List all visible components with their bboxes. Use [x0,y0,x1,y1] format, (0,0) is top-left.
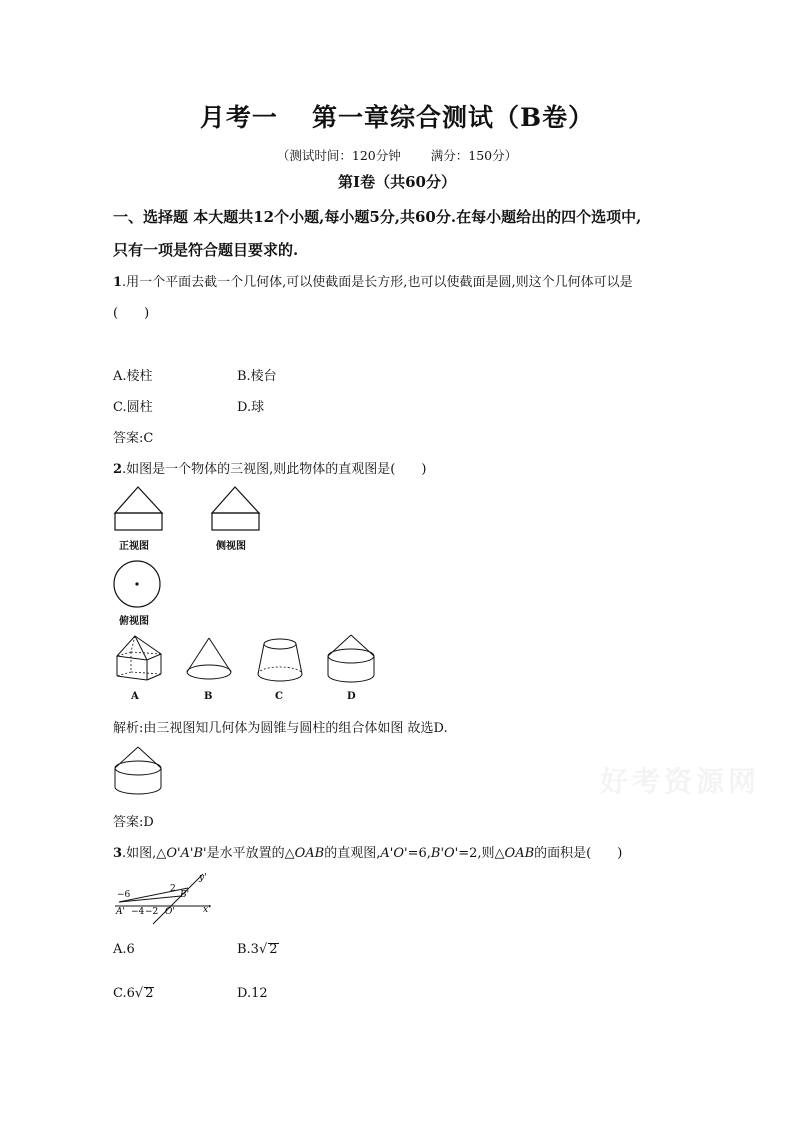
q3-stem [113,842,622,861]
q3-stem-part: =2,则△ [458,846,505,861]
front-view-figure [114,486,164,532]
q2-stem-text: .如图是一个物体的三视图,则此物体的直观图是( ) [122,462,427,477]
fig-label-o-prime: O' [165,907,175,917]
q3-option-c-radicand: 2 [145,986,154,1001]
q1-number: 1 [113,275,123,290]
q3-stem-italic: B'O' [430,846,459,861]
section-instructions-line2: 只有一项是符合题目要求的. [113,241,299,259]
q3-option-b-radicand: 2 [269,942,278,957]
q2-stem [113,458,426,477]
q3-stem-part: 的直观图, [324,846,381,861]
front-view-label: 正视图 [119,541,149,552]
q3-option-c-text: C.6 [113,986,135,1001]
q3-stem-italic: OAB [294,846,325,861]
q1-paren: ( ) [113,306,150,321]
q3-oblique-figure [113,868,217,926]
watermark: 好考资源网 [600,765,761,798]
page-title [0,98,794,134]
fig-label-y-prime: y' [199,873,207,883]
fig-label-x-prime: x' [203,905,211,915]
title-chapter: 第一章综合测试（B卷） [311,103,595,132]
q2-number: 2 [113,462,123,477]
fig-label-neg2: −2 [145,907,159,917]
exam-score: 满分：150分） [430,148,518,163]
side-view-figure [211,486,261,532]
q3-option-c: C.6√ 2 [113,986,154,1001]
q3-option-d: D.12 [237,986,268,1001]
q3-stem-part: 是水平放置的△ [206,846,295,861]
choice-b-label: B [204,691,213,702]
q1-option-a: A.棱柱 [113,369,153,384]
choice-b-figure [185,636,233,684]
q1-stem-text: .用一个平面去截一个几何体,可以使截面是长方形,也可以使截面是圆,则这个几何体可以是 [122,275,633,290]
choice-a-figure [113,634,165,684]
q3-option-a: A.6 [113,942,135,957]
exam-time: （测试时间：120分钟 [276,148,401,163]
q2-analysis: 解析:由三视图知几何体为圆锥与圆柱的组合体如图 故选D. [113,721,448,736]
fig-label-a-prime: A' [116,907,125,917]
q3-number: 3 [113,846,123,861]
exam-info [0,146,794,164]
q3-stem-part: =6, [407,846,431,861]
q3-option-b: B.3√ 2 [237,942,278,957]
top-view-figure [113,560,163,610]
fig-label-neg6: −6 [117,890,131,900]
q3-stem-part: .如图,△ [122,846,167,861]
part-heading: 第Ⅰ卷（共60分） [338,173,456,191]
q1-option-c: C.圆柱 [113,400,153,415]
choice-c-figure [256,636,304,686]
q1-option-d: D.球 [237,400,265,415]
q2-answer: 答案:D [113,815,154,830]
side-view-label: 侧视图 [216,541,246,552]
q1-option-b: B.棱台 [237,369,277,384]
q3-stem-part: 的面积是( ) [534,846,623,861]
q3-stem-italic: O'A'B' [166,846,207,861]
fig-label-b-prime: B' [180,890,190,900]
section-instructions-line1: 一、选择题 本大题共12个小题,每小题5分,共60分.在每小题给出的四个选项中, [113,208,642,226]
q3-stem-italic: OAB [504,846,535,861]
top-view-label: 俯视图 [119,616,149,627]
analysis-figure [113,746,163,798]
q3-option-b-text: B.3 [237,942,259,957]
choice-c-label: C [275,691,283,702]
q3-stem-italic: A'O' [380,846,408,861]
choice-d-label: D [347,691,356,702]
choice-d-figure [326,634,376,686]
title-exam-name: 月考一 [199,103,278,132]
fig-label-neg4: −4 [131,907,145,917]
fig-label-2: 2 [170,884,176,894]
choice-a-label: A [131,691,139,702]
q1-stem [113,271,633,290]
q1-answer: 答案:C [113,431,154,446]
